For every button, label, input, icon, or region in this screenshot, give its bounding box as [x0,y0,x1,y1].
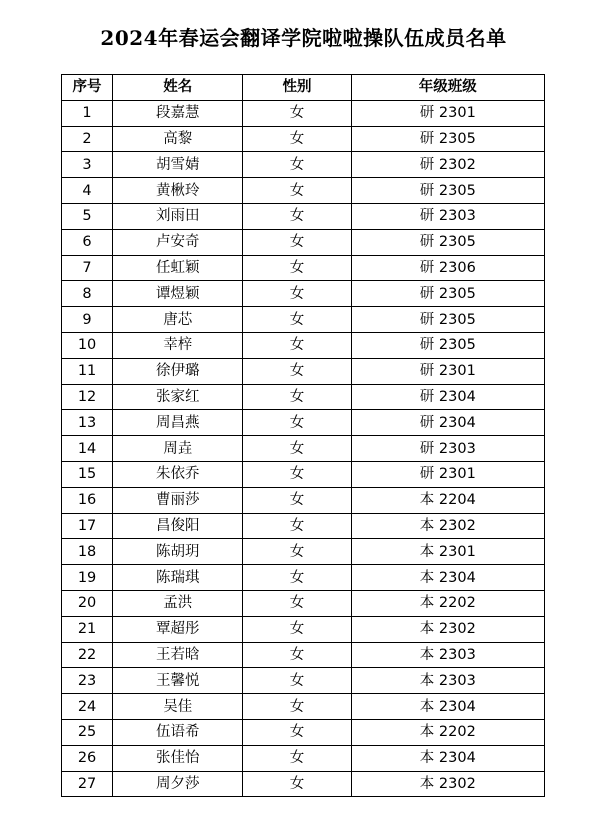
cell-name: 唐芯 [113,307,243,333]
cell-name: 伍语希 [113,719,243,745]
cell-index: 8 [62,281,113,307]
cell-class: 研 2306 [351,255,544,281]
cell-name: 幸梓 [113,332,243,358]
cell-name: 段嘉慧 [113,100,243,126]
cell-index: 16 [62,487,113,513]
table-row [62,281,545,307]
cell-gender: 女 [243,668,351,694]
table-body [62,100,545,797]
cell-class: 本 2303 [351,668,544,694]
cell-index: 3 [62,152,113,178]
cell-gender: 女 [243,358,351,384]
cell-index: 12 [62,384,113,410]
cell-index: 1 [62,100,113,126]
cell-gender: 女 [243,281,351,307]
table-row [62,745,545,771]
cell-gender: 女 [243,100,351,126]
cell-gender: 女 [243,461,351,487]
cell-class: 研 2305 [351,126,544,152]
table-row [62,229,545,255]
cell-name: 张佳怡 [113,745,243,771]
cell-gender: 女 [243,152,351,178]
cell-name: 曹丽莎 [113,487,243,513]
table-row [62,100,545,126]
cell-name: 卢安奇 [113,229,243,255]
cell-class: 研 2302 [351,152,544,178]
cell-class: 研 2304 [351,384,544,410]
cell-gender: 女 [243,178,351,204]
cell-gender: 女 [243,410,351,436]
cell-class: 本 2303 [351,642,544,668]
table-row [62,771,545,797]
header-name: 姓名 [113,75,243,101]
cell-index: 23 [62,668,113,694]
cell-name: 陈瑞琪 [113,565,243,591]
table-row [62,384,545,410]
cell-class: 本 2304 [351,694,544,720]
cell-gender: 女 [243,616,351,642]
cell-name: 孟洪 [113,590,243,616]
cell-name: 周垚 [113,436,243,462]
cell-name: 王馨悦 [113,668,243,694]
cell-class: 本 2304 [351,745,544,771]
header-class: 年级班级 [351,75,544,101]
cell-gender: 女 [243,307,351,333]
cell-index: 24 [62,694,113,720]
cell-class: 研 2301 [351,461,544,487]
table-row [62,307,545,333]
cell-class: 本 2302 [351,771,544,797]
cell-index: 13 [62,410,113,436]
cell-index: 15 [62,461,113,487]
cell-name: 吴佳 [113,694,243,720]
table-row [62,513,545,539]
cell-gender: 女 [243,590,351,616]
cell-class: 本 2301 [351,539,544,565]
cell-index: 10 [62,332,113,358]
cell-index: 20 [62,590,113,616]
cell-gender: 女 [243,487,351,513]
cell-gender: 女 [243,384,351,410]
table-row [62,126,545,152]
cell-name: 谭煜颖 [113,281,243,307]
table-row [62,203,545,229]
cell-index: 2 [62,126,113,152]
cell-class: 研 2305 [351,281,544,307]
cell-index: 19 [62,565,113,591]
cell-name: 周夕莎 [113,771,243,797]
header-index: 序号 [62,75,113,101]
cell-index: 6 [62,229,113,255]
table-row [62,410,545,436]
cell-index: 21 [62,616,113,642]
cell-class: 研 2303 [351,436,544,462]
cell-class: 本 2304 [351,565,544,591]
cell-class: 研 2303 [351,203,544,229]
table-row [62,668,545,694]
cell-name: 徐伊璐 [113,358,243,384]
table-row [62,487,545,513]
member-table [61,74,545,797]
cell-name: 任虹颖 [113,255,243,281]
cell-name: 张家红 [113,384,243,410]
cell-name: 陈胡玥 [113,539,243,565]
cell-index: 26 [62,745,113,771]
cell-class: 研 2305 [351,178,544,204]
table-row [62,332,545,358]
cell-index: 5 [62,203,113,229]
table-row [62,616,545,642]
table-header-row [62,75,545,101]
cell-gender: 女 [243,229,351,255]
cell-gender: 女 [243,126,351,152]
cell-index: 11 [62,358,113,384]
cell-class: 本 2204 [351,487,544,513]
table-row [62,178,545,204]
cell-gender: 女 [243,642,351,668]
cell-index: 27 [62,771,113,797]
table-row [62,719,545,745]
cell-gender: 女 [243,332,351,358]
cell-name: 周昌燕 [113,410,243,436]
cell-name: 高黎 [113,126,243,152]
cell-class: 研 2301 [351,358,544,384]
cell-name: 黄楸玲 [113,178,243,204]
cell-class: 研 2305 [351,332,544,358]
cell-index: 25 [62,719,113,745]
cell-gender: 女 [243,565,351,591]
table-row [62,694,545,720]
cell-name: 王若晗 [113,642,243,668]
cell-gender: 女 [243,255,351,281]
cell-gender: 女 [243,719,351,745]
table-row [62,539,545,565]
table-row [62,642,545,668]
cell-index: 17 [62,513,113,539]
cell-gender: 女 [243,539,351,565]
document-title: 2024年春运会翻译学院啦啦操队伍成员名单 [100,26,507,50]
cell-gender: 女 [243,694,351,720]
cell-name: 朱依乔 [113,461,243,487]
cell-name: 刘雨田 [113,203,243,229]
cell-class: 研 2304 [351,410,544,436]
cell-class: 本 2202 [351,590,544,616]
cell-class: 研 2301 [351,100,544,126]
cell-name: 覃超彤 [113,616,243,642]
cell-name: 昌俊阳 [113,513,243,539]
cell-class: 本 2302 [351,513,544,539]
table-row [62,590,545,616]
cell-index: 7 [62,255,113,281]
cell-class: 研 2305 [351,229,544,255]
cell-gender: 女 [243,513,351,539]
cell-class: 研 2305 [351,307,544,333]
cell-name: 胡雪婧 [113,152,243,178]
table-row [62,461,545,487]
cell-index: 14 [62,436,113,462]
cell-gender: 女 [243,436,351,462]
table-row [62,255,545,281]
table-row [62,152,545,178]
cell-class: 本 2302 [351,616,544,642]
cell-index: 18 [62,539,113,565]
cell-index: 4 [62,178,113,204]
header-gender: 性别 [243,75,351,101]
table-row [62,565,545,591]
cell-gender: 女 [243,745,351,771]
cell-class: 本 2202 [351,719,544,745]
cell-gender: 女 [243,771,351,797]
cell-index: 9 [62,307,113,333]
cell-index: 22 [62,642,113,668]
table-row [62,358,545,384]
cell-gender: 女 [243,203,351,229]
table-row [62,436,545,462]
